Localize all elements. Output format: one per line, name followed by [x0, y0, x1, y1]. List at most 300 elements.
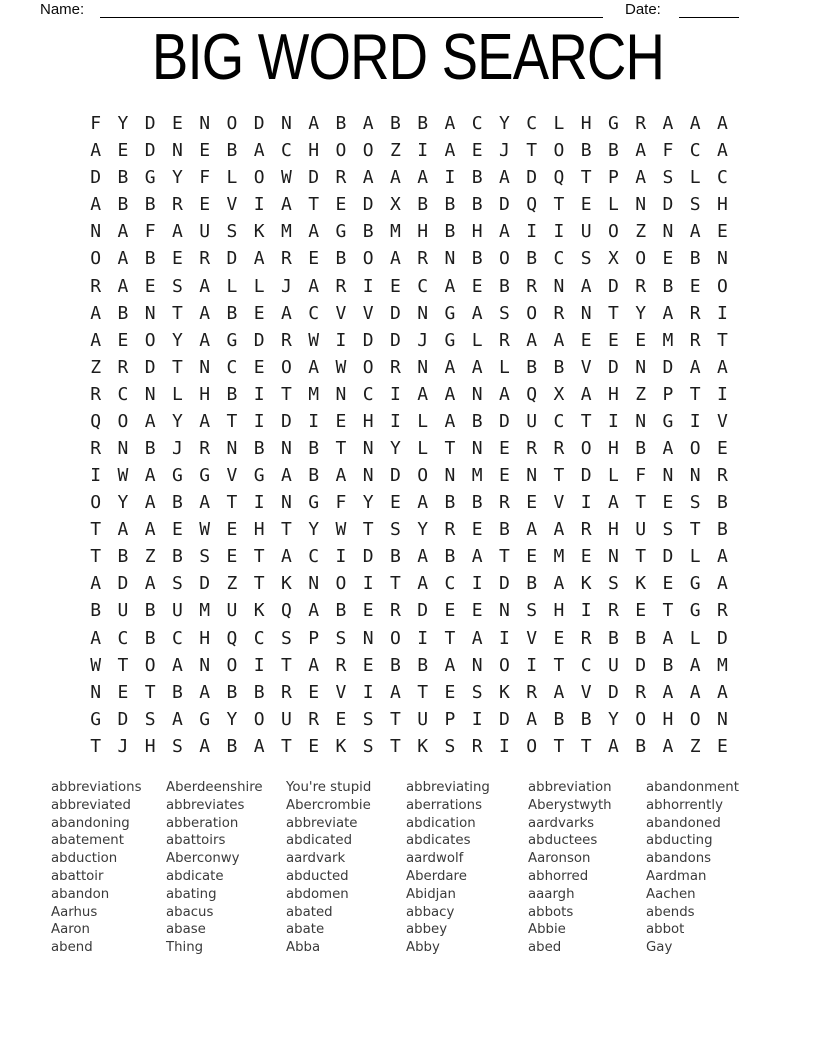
grid-letter: N — [335, 383, 347, 405]
grid-letter: B — [226, 383, 238, 405]
grid-letter: X — [607, 248, 619, 270]
grid-letter: E — [635, 329, 647, 351]
grid-letter: B — [389, 113, 401, 135]
word-list-item: abase — [166, 922, 206, 938]
grid-letter: A — [553, 573, 565, 595]
grid-letter: R — [580, 627, 592, 649]
grid-letter: R — [417, 248, 429, 270]
grid-letter: E — [471, 600, 483, 622]
grid-letter: Q — [280, 600, 292, 622]
grid-letter: A — [580, 383, 592, 405]
grid-letter: O — [498, 248, 510, 270]
grid-letter: N — [417, 356, 429, 378]
grid-letter: A — [471, 356, 483, 378]
grid-letter: T — [280, 519, 292, 541]
grid-letter: K — [635, 573, 647, 595]
grid-letter: F — [335, 492, 347, 514]
grid-letter: U — [171, 600, 183, 622]
grid-letter: A — [90, 302, 102, 324]
grid-letter: A — [199, 275, 211, 297]
grid-letter: I — [553, 221, 565, 243]
grid-letter: F — [662, 140, 674, 162]
grid-letter: D — [607, 356, 619, 378]
grid-letter: B — [580, 140, 592, 162]
grid-letter: V — [226, 465, 238, 487]
grid-letter: D — [226, 248, 238, 270]
grid-letter: R — [335, 654, 347, 676]
grid-letter: G — [199, 708, 211, 730]
grid-letter: B — [389, 546, 401, 568]
grid-letter: E — [362, 600, 374, 622]
grid-letter: A — [144, 573, 156, 595]
grid-letter: O — [117, 410, 129, 432]
grid-letter: N — [580, 302, 592, 324]
grid-letter: D — [144, 113, 156, 135]
grid-letter: E — [308, 248, 320, 270]
grid-letter: P — [662, 383, 674, 405]
grid-letter: Z — [144, 546, 156, 568]
grid-letter: E — [716, 437, 728, 459]
grid-letter: V — [335, 302, 347, 324]
grid-letter: W — [199, 519, 211, 541]
grid-letter: T — [90, 519, 102, 541]
grid-letter: U — [226, 600, 238, 622]
grid-letter: B — [526, 248, 538, 270]
grid-letter: B — [417, 654, 429, 676]
grid-letter: N — [171, 140, 183, 162]
grid-letter: C — [171, 627, 183, 649]
grid-letter: Y — [308, 519, 320, 541]
grid-letter: B — [144, 437, 156, 459]
grid-letter: E — [335, 708, 347, 730]
grid-letter: Q — [90, 410, 102, 432]
grid-letter: L — [471, 329, 483, 351]
grid-letter: H — [607, 383, 619, 405]
grid-letter: Y — [117, 113, 129, 135]
grid-letter: R — [90, 437, 102, 459]
name-fill-in-line — [100, 17, 603, 18]
grid-letter: D — [308, 167, 320, 189]
grid-letter: T — [498, 546, 510, 568]
grid-letter: D — [580, 465, 592, 487]
grid-letter: N — [444, 465, 456, 487]
grid-letter: U — [526, 410, 538, 432]
grid-letter: B — [553, 708, 565, 730]
word-list-item: Abidjan — [406, 886, 456, 902]
grid-letter: D — [144, 140, 156, 162]
grid-letter: B — [444, 194, 456, 216]
grid-letter: A — [308, 654, 320, 676]
grid-letter: C — [226, 356, 238, 378]
grid-letter: A — [607, 492, 619, 514]
grid-letter: R — [635, 275, 647, 297]
grid-letter: M — [471, 465, 483, 487]
grid-letter: H — [662, 708, 674, 730]
grid-letter: B — [635, 627, 647, 649]
grid-letter: T — [308, 194, 320, 216]
word-list-item: abandoning — [51, 815, 130, 831]
grid-letter: R — [280, 248, 292, 270]
grid-letter: N — [471, 383, 483, 405]
grid-letter: R — [90, 275, 102, 297]
word-search-grid — [82, 110, 736, 760]
grid-letter: C — [689, 140, 701, 162]
grid-letter: N — [362, 437, 374, 459]
word-list-item: abatement — [51, 833, 124, 849]
grid-letter: A — [335, 465, 347, 487]
grid-letter: A — [498, 221, 510, 243]
grid-letter: A — [635, 167, 647, 189]
grid-letter: N — [635, 356, 647, 378]
grid-letter: Y — [362, 492, 374, 514]
grid-letter: E — [662, 248, 674, 270]
grid-letter: H — [471, 221, 483, 243]
grid-letter: G — [335, 221, 347, 243]
grid-letter: T — [716, 329, 728, 351]
grid-letter: A — [716, 140, 728, 162]
grid-letter: O — [362, 248, 374, 270]
grid-letter: D — [662, 546, 674, 568]
grid-letter: I — [253, 194, 265, 216]
grid-letter: G — [607, 113, 619, 135]
grid-letter: T — [662, 600, 674, 622]
grid-letter: O — [526, 302, 538, 324]
word-list-item: abbreviates — [166, 797, 245, 813]
word-list-column — [646, 779, 739, 957]
grid-letter: I — [716, 302, 728, 324]
grid-letter: A — [716, 573, 728, 595]
grid-letter: T — [553, 654, 565, 676]
grid-letter: A — [444, 410, 456, 432]
grid-letter: D — [635, 654, 647, 676]
grid-letter: R — [199, 248, 211, 270]
grid-letter: A — [689, 681, 701, 703]
word-list-item: abdicate — [166, 868, 224, 884]
grid-letter: O — [226, 654, 238, 676]
grid-letter: O — [226, 113, 238, 135]
grid-letter: I — [689, 410, 701, 432]
grid-letter: R — [199, 437, 211, 459]
grid-letter: B — [471, 410, 483, 432]
grid-letter: D — [90, 167, 102, 189]
grid-letter: B — [635, 437, 647, 459]
grid-letter: A — [144, 465, 156, 487]
grid-letter: U — [580, 221, 592, 243]
grid-letter: Y — [171, 329, 183, 351]
grid-letter: A — [498, 383, 510, 405]
grid-letter: R — [607, 600, 619, 622]
grid-letter: L — [417, 437, 429, 459]
grid-letter: G — [689, 600, 701, 622]
grid-letter: E — [580, 329, 592, 351]
grid-letter: O — [498, 654, 510, 676]
grid-letter: B — [144, 248, 156, 270]
grid-letter: B — [335, 600, 347, 622]
grid-letter: V — [580, 356, 592, 378]
grid-letter: B — [471, 167, 483, 189]
grid-letter: C — [580, 654, 592, 676]
grid-letter: T — [90, 546, 102, 568]
grid-letter: R — [308, 708, 320, 730]
word-list-column — [406, 779, 490, 957]
word-list-item: Aachen — [646, 886, 696, 902]
grid-letter: N — [199, 113, 211, 135]
word-list-item: Aarhus — [51, 904, 98, 920]
grid-letter: A — [144, 492, 156, 514]
grid-letter: W — [335, 356, 347, 378]
grid-letter: N — [607, 546, 619, 568]
grid-letter: E — [117, 681, 129, 703]
grid-letter: A — [689, 356, 701, 378]
grid-letter: A — [389, 248, 401, 270]
grid-letter: Y — [635, 302, 647, 324]
grid-letter: B — [362, 221, 374, 243]
grid-letter: E — [117, 329, 129, 351]
grid-letter: K — [417, 735, 429, 757]
grid-letter: A — [580, 275, 592, 297]
word-list-item: abandons — [646, 851, 712, 867]
word-list-item: aardvark — [286, 851, 346, 867]
grid-letter: S — [471, 681, 483, 703]
grid-letter: S — [444, 735, 456, 757]
grid-letter: O — [389, 627, 401, 649]
grid-letter: D — [498, 194, 510, 216]
grid-letter: T — [171, 356, 183, 378]
grid-letter: H — [607, 437, 619, 459]
grid-letter: R — [553, 437, 565, 459]
grid-letter: E — [253, 356, 265, 378]
grid-letter: R — [498, 329, 510, 351]
grid-letter: A — [417, 573, 429, 595]
grid-letter: T — [444, 627, 456, 649]
word-list-column — [528, 779, 612, 957]
grid-letter: C — [117, 627, 129, 649]
grid-letter: O — [335, 140, 347, 162]
grid-letter: R — [389, 600, 401, 622]
grid-letter: N — [117, 437, 129, 459]
grid-letter: A — [444, 113, 456, 135]
grid-letter: R — [280, 681, 292, 703]
grid-letter: A — [716, 546, 728, 568]
grid-letter: I — [389, 383, 401, 405]
grid-letter: I — [362, 573, 374, 595]
grid-letter: Z — [226, 573, 238, 595]
grid-letter: D — [498, 708, 510, 730]
grid-letter: U — [607, 654, 619, 676]
grid-letter: B — [689, 248, 701, 270]
grid-letter: C — [444, 573, 456, 595]
word-list-item: Aberystwyth — [528, 797, 612, 813]
grid-letter: L — [689, 546, 701, 568]
grid-letter: A — [662, 437, 674, 459]
name-label: Name: — [40, 1, 85, 18]
grid-letter: L — [607, 194, 619, 216]
grid-letter: A — [716, 356, 728, 378]
grid-letter: E — [635, 600, 647, 622]
grid-letter: R — [171, 194, 183, 216]
grid-letter: O — [689, 437, 701, 459]
grid-letter: Z — [635, 221, 647, 243]
word-list-item: abberation — [166, 815, 239, 831]
grid-letter: E — [171, 248, 183, 270]
grid-letter: B — [308, 437, 320, 459]
grid-letter: V — [335, 681, 347, 703]
grid-letter: R — [498, 492, 510, 514]
grid-letter: A — [171, 654, 183, 676]
grid-letter: K — [498, 681, 510, 703]
grid-letter: T — [253, 546, 265, 568]
grid-letter: T — [607, 302, 619, 324]
grid-letter: N — [226, 437, 238, 459]
grid-letter: A — [689, 221, 701, 243]
grid-letter: Y — [117, 492, 129, 514]
grid-letter: V — [553, 492, 565, 514]
grid-letter: T — [635, 492, 647, 514]
grid-letter: B — [308, 465, 320, 487]
grid-letter: G — [444, 329, 456, 351]
grid-letter: B — [716, 492, 728, 514]
grid-letter: H — [253, 519, 265, 541]
grid-letter: T — [553, 194, 565, 216]
grid-letter: E — [580, 546, 592, 568]
word-list-item: abends — [646, 904, 695, 920]
grid-letter: B — [471, 492, 483, 514]
grid-letter: P — [308, 627, 320, 649]
grid-letter: E — [144, 275, 156, 297]
grid-letter: S — [280, 627, 292, 649]
grid-letter: B — [498, 519, 510, 541]
grid-letter: D — [607, 275, 619, 297]
grid-letter: Q — [526, 383, 538, 405]
grid-letter: U — [117, 600, 129, 622]
grid-letter: N — [90, 221, 102, 243]
grid-letter: D — [417, 600, 429, 622]
grid-letter: R — [335, 167, 347, 189]
word-list-item: abandon — [51, 886, 110, 902]
grid-letter: A — [253, 140, 265, 162]
grid-letter: A — [280, 302, 292, 324]
grid-letter: E — [389, 492, 401, 514]
word-list-item: abend — [51, 940, 93, 956]
grid-letter: B — [444, 546, 456, 568]
grid-letter: E — [471, 140, 483, 162]
grid-letter: K — [253, 221, 265, 243]
grid-letter: O — [253, 708, 265, 730]
grid-letter: A — [199, 329, 211, 351]
grid-letter: A — [662, 113, 674, 135]
grid-letter: V — [362, 302, 374, 324]
word-list-item: abductees — [528, 833, 598, 849]
grid-letter: I — [526, 654, 538, 676]
grid-letter: D — [389, 465, 401, 487]
grid-letter: N — [471, 437, 483, 459]
grid-letter: A — [90, 329, 102, 351]
date-fill-in-line — [679, 17, 739, 18]
grid-letter: A — [389, 167, 401, 189]
grid-letter: A — [308, 275, 320, 297]
grid-letter: E — [716, 221, 728, 243]
grid-letter: A — [662, 627, 674, 649]
grid-letter: B — [580, 708, 592, 730]
grid-letter: O — [144, 654, 156, 676]
grid-letter: W — [117, 465, 129, 487]
grid-letter: N — [526, 465, 538, 487]
grid-letter: D — [199, 573, 211, 595]
grid-letter: I — [580, 492, 592, 514]
grid-letter: S — [335, 627, 347, 649]
grid-letter: H — [199, 383, 211, 405]
grid-letter: I — [253, 410, 265, 432]
grid-letter: Y — [417, 519, 429, 541]
grid-letter: E — [389, 275, 401, 297]
grid-letter: B — [117, 546, 129, 568]
grid-letter: A — [280, 194, 292, 216]
grid-letter: I — [308, 410, 320, 432]
grid-letter: A — [662, 681, 674, 703]
grid-letter: U — [635, 519, 647, 541]
grid-letter: B — [144, 627, 156, 649]
grid-letter: A — [471, 627, 483, 649]
grid-letter: O — [635, 248, 647, 270]
grid-letter: Y — [389, 437, 401, 459]
word-list-item: abhorrently — [646, 797, 723, 813]
grid-letter: B — [253, 681, 265, 703]
grid-letter: E — [498, 437, 510, 459]
grid-letter: A — [308, 113, 320, 135]
grid-letter: B — [635, 735, 647, 757]
grid-letter: B — [526, 573, 538, 595]
grid-letter: A — [526, 519, 538, 541]
grid-letter: R — [526, 681, 538, 703]
grid-letter: G — [308, 492, 320, 514]
grid-letter: A — [199, 735, 211, 757]
grid-letter: R — [471, 735, 483, 757]
grid-letter: N — [444, 248, 456, 270]
grid-letter: I — [498, 627, 510, 649]
grid-letter: V — [526, 627, 538, 649]
grid-letter: O — [90, 492, 102, 514]
grid-letter: D — [362, 329, 374, 351]
grid-letter: E — [171, 519, 183, 541]
word-list-item: Abercrombie — [286, 797, 371, 813]
grid-letter: D — [362, 546, 374, 568]
grid-letter: D — [389, 329, 401, 351]
word-list-item: aaargh — [528, 886, 575, 902]
word-list-item: abattoir — [51, 868, 104, 884]
grid-letter: D — [253, 329, 265, 351]
grid-letter: I — [716, 383, 728, 405]
grid-letter: D — [607, 681, 619, 703]
grid-letter: A — [144, 519, 156, 541]
grid-letter: Q — [526, 194, 538, 216]
grid-letter: H — [716, 194, 728, 216]
grid-letter: C — [253, 627, 265, 649]
grid-letter: E — [444, 681, 456, 703]
grid-letter: V — [226, 194, 238, 216]
word-list-item: abacus — [166, 904, 214, 920]
grid-letter: H — [580, 113, 592, 135]
grid-letter: D — [662, 194, 674, 216]
grid-letter: W — [308, 329, 320, 351]
grid-letter: D — [662, 356, 674, 378]
grid-letter: S — [171, 573, 183, 595]
grid-letter: R — [635, 113, 647, 135]
grid-letter: A — [635, 140, 647, 162]
grid-letter: I — [389, 410, 401, 432]
grid-letter: E — [526, 546, 538, 568]
grid-letter: I — [335, 329, 347, 351]
grid-letter: S — [689, 492, 701, 514]
